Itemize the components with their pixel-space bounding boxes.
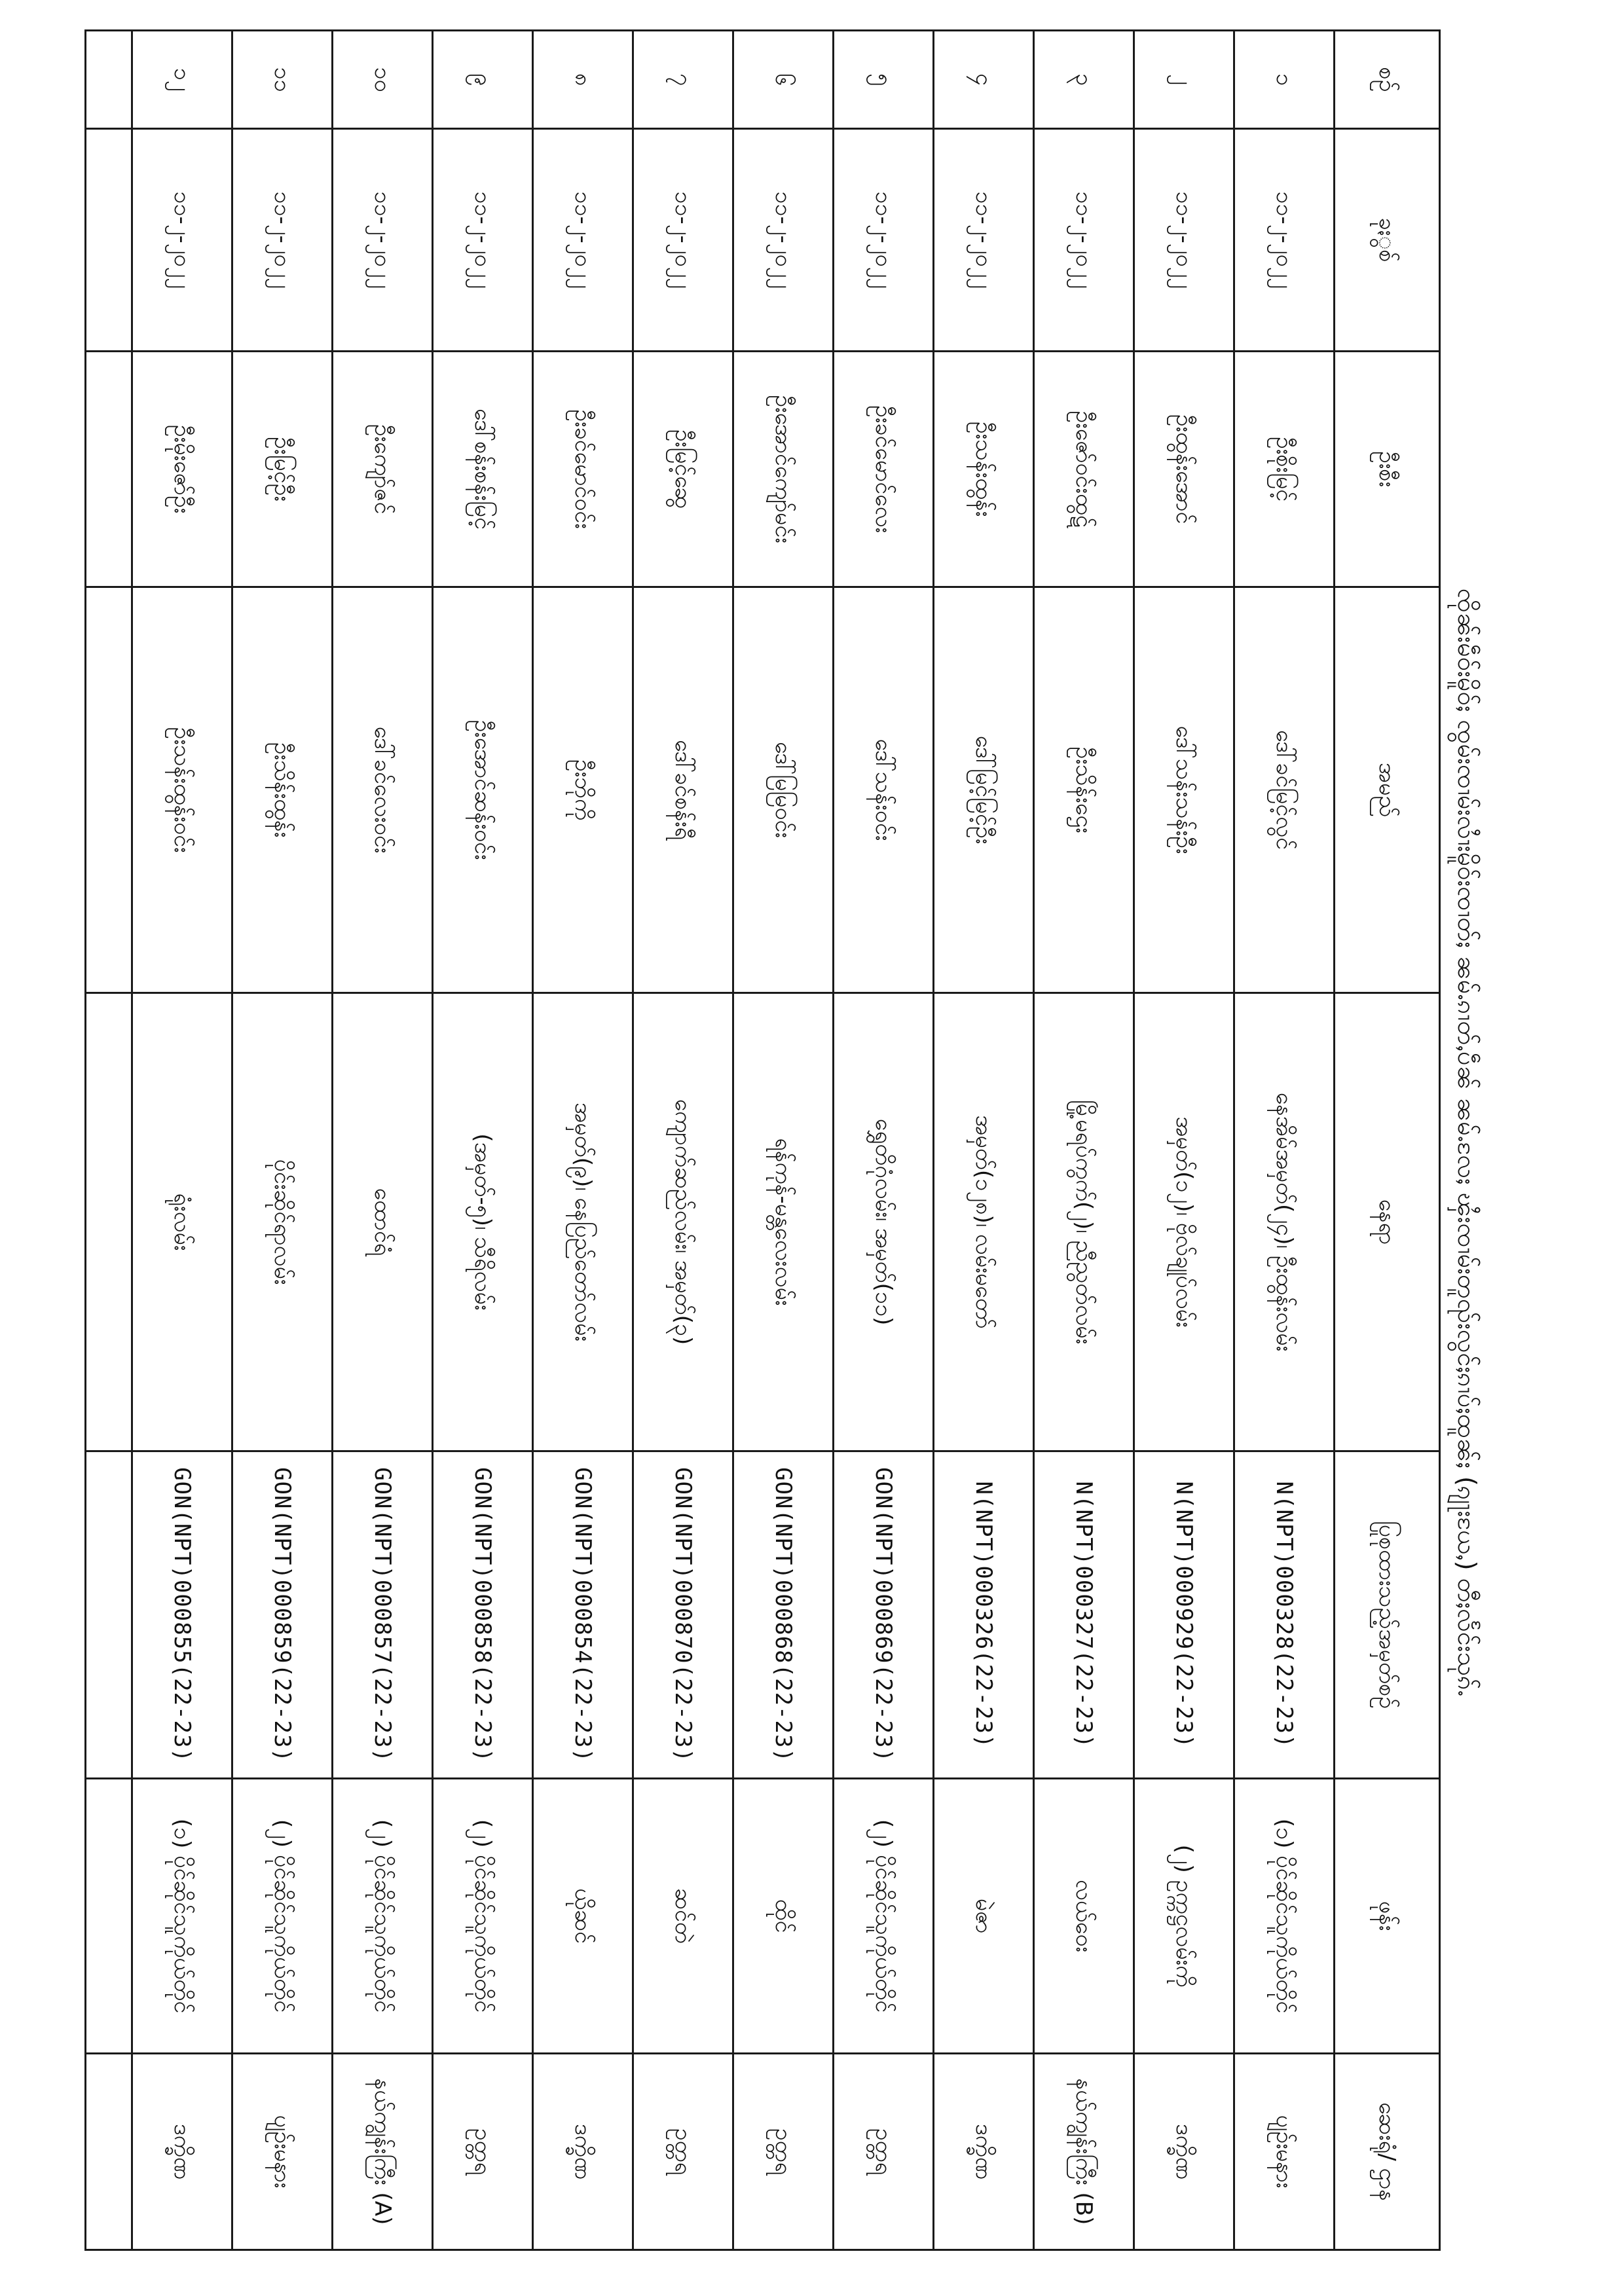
col-header-owner: ဖုန်း [1335,1779,1440,2054]
cell-empty [86,587,132,993]
cell-township: ဒက္ခိဏ [1134,2054,1234,2250]
cell-registration-no: GON(NPT)000869(22-23) [834,1451,934,1779]
cell-address: ပိုင်းဆိုင်ရာလမ်း [232,993,333,1451]
table-row-blank [86,31,132,2250]
cell-address: အမှတ်(၉)၊ နေပြည်တော်လမ်း [533,993,633,1451]
rotated-register-sheet [111,29,1486,2255]
cell-township: ပျဉ်းမနား [232,2054,333,2250]
cell-person: ဦးမိုးဇော်ဦး [132,352,232,587]
cell-date: ၁၁-၂-၂၀၂၂ [1034,129,1134,352]
cell-address: ရုံးလမ်း [132,993,232,1451]
cell-name: ဦးဘိုကို [533,587,633,993]
cell-empty [86,993,132,1451]
table-row [232,31,333,2250]
cell-name: ဒေါ်သန်းဝင်း [834,587,934,993]
table-row [834,31,934,2250]
cell-owner: ယိုဆင် [533,1779,633,2054]
cell-registration-no: N(NPT)000328(22-23) [1234,1451,1335,1779]
cell-owner: မဲဇာ [934,1779,1034,2054]
cell-township: ဥတ္တရ [433,2054,533,2250]
cell-address: ရန်ကုန်-မန္တလေးလမ်း [733,993,834,1451]
cell-person: ဦးအောင်ကျော်မင်း [733,352,834,587]
col-header-name: အမည် [1335,587,1440,993]
col-header-person: ဦးစီး [1335,352,1440,587]
cell-address: ကျောက်ဆည်လမ်း၊ အမှတ်(၃) [633,993,733,1451]
cell-registration-no: N(NPT)000929(22-23) [1134,1451,1234,1779]
table-header-row [1335,31,1440,2250]
cell-person: ဦးခင်မောင်လေး [834,352,934,587]
cell-person: ဦးစိုးမြင့် [1234,352,1335,587]
cell-owner: (၁) ပိုင်ဆိုင်သူကိုယ်တိုင် [132,1779,232,2054]
cell-name: ဦးသိန်းထွန်း [232,587,333,993]
cell-date: ၁၁-၂-၂၀၂၂ [132,129,232,352]
table-row [333,31,433,2250]
cell-date: ၁၁-၂-၂၀၂၂ [1234,129,1335,352]
cell-owner: (၂) ပိုင်ဆိုင်သူကိုယ်တိုင် [433,1779,533,2054]
cell-name: ဒေါ်ခင်စန်းရီ [633,587,733,993]
cell-owner: (၁) ပိုင်ဆိုင်သူကိုယ်တိုင် [1234,1779,1335,2054]
cell-empty [86,129,132,352]
cell-registration-no: GON(NPT)000870(22-23) [633,1451,733,1779]
cell-address: ရွှေတိဂုံလမ်း၊ အမှတ်(၁၁) [834,993,934,1451]
cell-date: ၁၁-၂-၂၀၂၂ [533,129,633,352]
register-table [84,29,1441,2251]
table-row [934,31,1034,2250]
cell-township: နယ်ကျွန်းကြီး (B) [1034,2054,1134,2250]
cell-registration-no: N(NPT)000326(22-23) [934,1451,1034,1779]
col-header-no: စဥ် [1335,31,1440,129]
cell-person: ဦးဇော်ဝင်းထွဋ် [1034,352,1134,587]
cell-owner: လယ်ဝေး [1034,1779,1134,2054]
cell-township: ဒက္ခိဏ [934,2054,1034,2250]
cell-name: ဒေါ်သန်းသန်းဦး [1134,587,1234,993]
cell-registration-no: GON(NPT)000868(22-23) [733,1451,834,1779]
cell-township: ဥတ္တရ [633,2054,733,2250]
cell-owner: ထိုင် [733,1779,834,2054]
cell-registration-no: GON(NPT)000858(22-23) [433,1451,533,1779]
cell-date: ၁၁-၂-၂၀၂၂ [333,129,433,352]
cell-no: ၃ [1034,31,1134,129]
cell-name: ဦးသိန်းဌေး [1034,587,1134,993]
cell-no: ၁၁ [232,31,333,129]
table-row [132,31,232,2250]
cell-person: ဦးသန်းထွန်း [934,352,1034,587]
cell-township: ဥတ္တရ [733,2054,834,2250]
cell-person: ဦးကျော်ဇင် [333,352,433,587]
cell-date: ၁၁-၂-၂၀၂၂ [834,129,934,352]
cell-name: ဒေါ်ခင်လေးဝင်း [333,587,433,993]
cell-owner: (၂) ပိုင်ဆိုင်သူကိုယ်တိုင် [232,1779,333,2054]
cell-no: ၁၂ [132,31,232,129]
col-header-date: ခုႏွစ် [1335,129,1440,352]
cell-no: ၂ [1134,31,1234,129]
cell-name: ဦးအောင်ဆန်းဝင်း [433,587,533,993]
cell-name: ဒေါ်မြင့်မြင့်ဦး [934,587,1034,993]
cell-address: (အမှတ်-၅)၊ သီရိလမ်း [433,993,533,1451]
cell-owner: (၂) ပိုင်ဆိုင်သူကိုယ်တိုင် [333,1779,433,2054]
cell-registration-no: GON(NPT)000855(22-23) [132,1451,232,1779]
cell-no: ၅ [834,31,934,129]
cell-person: ဦးမြင့်ဦး [232,352,333,587]
cell-registration-no: GON(NPT)000854(22-23) [533,1451,633,1779]
cell-no: ၉ [433,31,533,129]
cell-no: ၇ [633,31,733,129]
cell-person: ဒေါ်စန်းစန်းမြင့် [433,352,533,587]
cell-empty [86,352,132,587]
cell-registration-no: N(NPT)000327(22-23) [1034,1451,1134,1779]
cell-no: ၁၀ [333,31,433,129]
cell-registration-no: GON(NPT)000857(22-23) [333,1451,433,1779]
table-row [433,31,533,2250]
cell-person: ဦးထွန်းအောင် [1134,352,1234,587]
document-title: ၸိုၼ်းမဵဝ်းမိူဝ်ႈ ၸွမ်းၸၢမ်းလၢႆးမိူဝ်းၸၢတ်ႈ ၼမ်ႉၵၢတ်ႇပဵၼ် ၼမ်ႉလႄႈ ၾႆးၸၢမ်းတူၺ်းလွင်ႈၵၢပ်ႈထူၼ်ႈ (ၵျႃးယႄႇ) တီႈလႅင်းသုၵ်ႉ [1452,588,1481,1697]
cell-no: ၁ [1234,31,1335,129]
table-row [1034,31,1134,2250]
table-row [533,31,633,2250]
cell-address: အမှတ်(၁၂၈)၊ လမ်းမတော် [934,993,1034,1451]
cell-name: ဦးသန်းထွန်းဝင်း [132,587,232,993]
cell-address: ထောင်ရံ [333,993,433,1451]
cell-no: ၈ [533,31,633,129]
cell-date: ၁၁-၂-၂၀၂၂ [232,129,333,352]
cell-date: ၁၁-၂-၂၀၂၂ [733,129,834,352]
cell-owner: ဆင်တဲ [633,1779,733,2054]
cell-township: ဥတ္တရ [834,2054,934,2250]
cell-township: ဒက္ခိဏ [533,2054,633,2250]
cell-address: နေအိမ်အမှတ်(၂၄)၊ ဦးထွန်းလမ်း [1234,993,1335,1451]
col-header-address: နေရာ [1335,993,1440,1451]
table-row [1134,31,1234,2250]
col-header-township: ဆေးရုံ/ ဌာန [1335,2054,1440,2250]
table-row [733,31,834,2250]
col-header-registration-no: ပြုစုထားသည့်အမှတ်စဉ် [1335,1451,1440,1779]
cell-empty [86,31,132,129]
cell-person: ဦးမြင့်ဆွေ [633,352,733,587]
cell-name: ဒေါ်မြမြဝင်း [733,587,834,993]
cell-person: ဦးခင်မောင်ဝင်း [533,352,633,587]
cell-date: ၁၁-၂-၂၀၂၂ [1134,129,1234,352]
cell-owner: (၂) ဥက္ကဋ္ဌလမ်းကို [1134,1779,1234,2054]
cell-date: ၁၁-၂-၂၀၂၂ [633,129,733,352]
cell-address: မြို့မရပ်ကွက်(၂)၊ ညီညွတ်လမ်း [1034,993,1134,1451]
cell-no: ၆ [733,31,834,129]
cell-date: ၁၁-၂-၂၀၂၂ [433,129,533,352]
cell-no: ၄ [934,31,1034,129]
cell-empty [86,1779,132,2054]
cell-empty [86,2054,132,2250]
table-row [633,31,733,2250]
cell-registration-no: GON(NPT)000859(22-23) [232,1451,333,1779]
cell-township: နယ်ကျွန်းကြီး (A) [333,2054,433,2250]
cell-date: ၁၁-၂-၂၀၂၂ [934,129,1034,352]
cell-township: ဒက္ခိဏ [132,2054,232,2250]
cell-owner: (၂) ပိုင်ဆိုင်သူကိုယ်တိုင် [834,1779,934,2054]
cell-empty [86,1451,132,1779]
cell-address: အမှတ်(၁၂)၊ ဗိုလ်ချုပ်လမ်း [1134,993,1234,1451]
cell-name: ဒေါ်ခင်မြင့်လွင် [1234,587,1335,993]
table-row [1234,31,1335,2250]
cell-township: ပျဉ်းမနား [1234,2054,1335,2250]
